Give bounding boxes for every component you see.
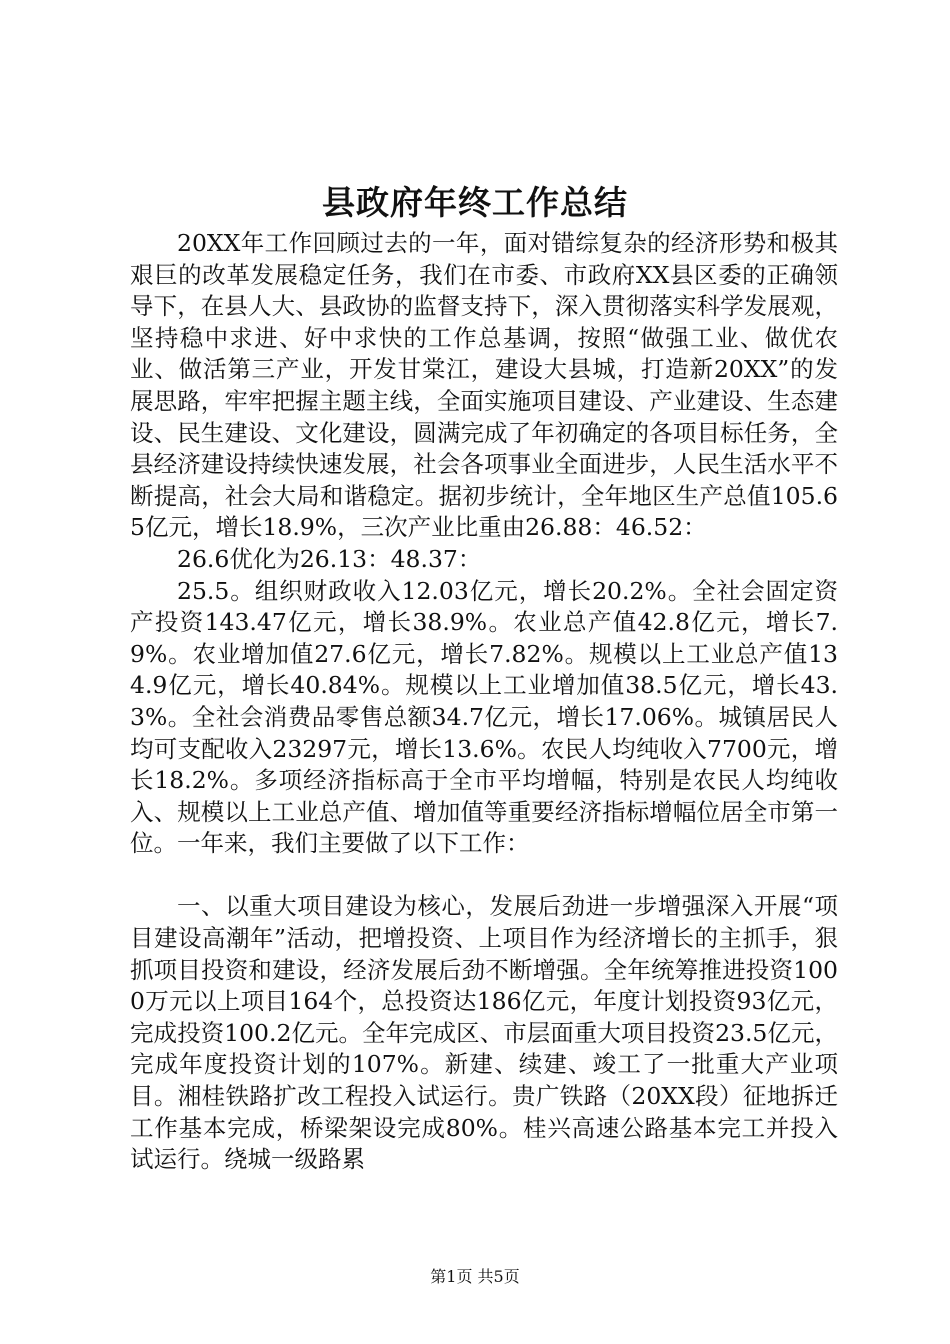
- paragraph-indicators: 25.5。组织财政收入12.03亿元，增长20.2%。全社会固定资产投资143.47亿元，增长38.9%。农业总产值42.8亿元，增长7.9%。农业增加值27.6亿元，增长7.82%。规模以上工业总产值134.9亿元，增长40.84%。规模以上工业增加值38.5亿元，增长43.3%。全社会消费品零售总额34.7亿元，增长17.06%。城镇居民人均可支配收入23297元，增长13.6%。农民人均纯收入7700元，增长18.2%。多项经济指标高于全市平均增幅，特别是农民人均纯收入、规模以上工业总产值、增加值等重要经济指标增幅位居全市第一位。一年来，我们主要做了以下工作：: [130, 576, 838, 858]
- paragraph-ratio: 26.6优化为26.13：48.37：: [177, 544, 482, 573]
- page-footer: 第1页 共5页: [430, 1267, 520, 1286]
- document-title: 县政府年终工作总结: [322, 183, 628, 222]
- paragraph-projects: 一、以重大项目建设为核心，发展后劲进一步增强深入开展“项目建设高潮年”活动，把增投资、上项目作为经济增长的主抓手，狠抓项目投资和建设，经济发展后劲不断增强。全年统筹推进投资1000万元以上项目164个，总投资达186亿元，年度计划投资93亿元，完成投资100.2亿元。全年完成区、市层面重大项目投资23.5亿元，完成年度投资计划的107%。新建、续建、竣工了一批重大产业项目。湘桂铁路扩改工程投入试运行。贵广铁路（20XX段）征地拆迁工作基本完成，桥梁架设完成80%。桂兴高速公路基本完工并投入试运行。绕城一级路累: [130, 892, 838, 1174]
- paragraph-summary: 20XX年工作回顾过去的一年，面对错综复杂的经济形势和极其艰巨的改革发展稳定任务，我们在市委、市政府XX县区委的正确领导下，在县人大、县政协的监督支持下，深入贯彻落实科学发展观，坚持稳中求进、好中求快的工作总基调，按照“做强工业、做优农业、做活第三产业，开发甘棠江，建设大县城，打造新20XX”的发展思路，牢牢把握主题主线，全面实施项目建设、产业建设、生态建设、民生建设、文化建设，圆满完成了年初确定的各项目标任务，全县经济建设持续快速发展，社会各项事业全面进步，人民生活水平不断提高，社会大局和谐稳定。据初步统计，全年地区生产总值105.65亿元，增长18.9%，三次产业比重由26.88：46.52：: [130, 229, 838, 542]
- paragraph-gap: [130, 860, 838, 892]
- document-body: [130, 228, 838, 1176]
